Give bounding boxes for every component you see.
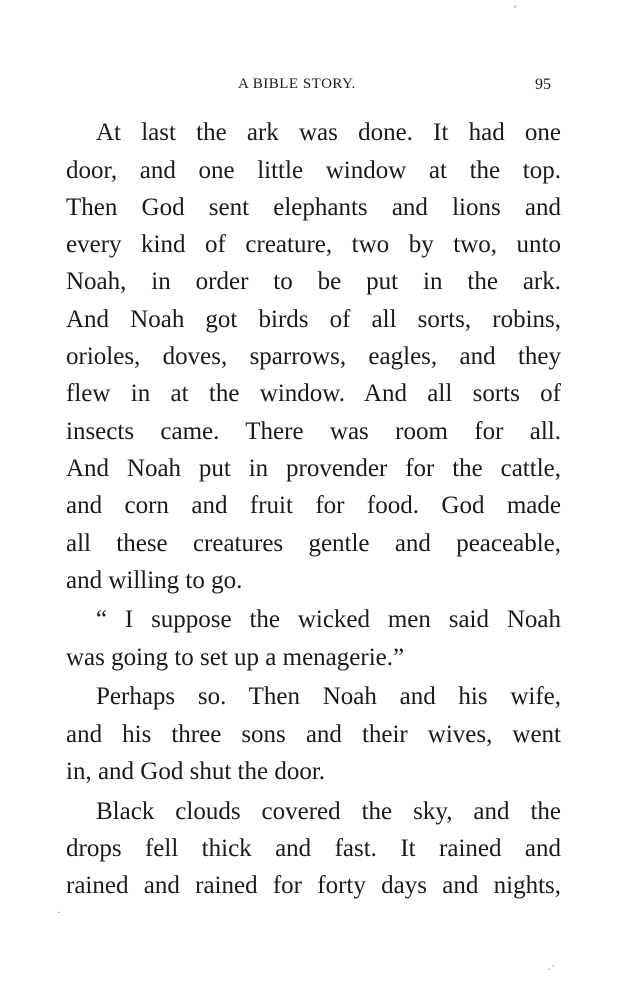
text-line: door, and one little window at the top. [66,157,561,184]
text-line: drops fell thick and fast. It rained and [66,835,561,862]
text-line: Perhaps so. Then Noah and his wife, [96,683,561,710]
ink-speck: ·˙ [547,962,555,976]
text-line: Black clouds covered the sky, and the [96,798,561,825]
text-line: Noah, in order to be put in the ark. [66,268,561,295]
running-head: A BIBLE STORY. [238,76,356,92]
ink-speck: ʹ [514,2,517,16]
text-line: and willing to go. [66,567,243,594]
text-line: And Noah got birds of all sorts, robins, [66,306,561,333]
page-header [0,76,630,96]
text-line: At last the ark was done. It had one [96,119,561,146]
text-line: was going to set up a menagerie.” [66,644,405,671]
text-line: rained and rained for forty days and nights, [66,872,561,899]
text-line: And Noah put in provender for the cattle, [66,455,561,482]
text-line: insects came. There was room for all. [66,418,561,445]
ink-speck: · [57,905,61,919]
page-number: 95 [535,76,551,93]
text-line: and corn and fruit for food. God made [66,492,561,519]
text-line: and his three sons and their wives, went [66,721,561,748]
text-line: Then God sent elephants and lions and [66,194,561,221]
text-line: every kind of creature, two by two, unto [66,231,561,258]
text-line: all these creatures gentle and peaceable, [66,530,561,557]
text-line: “ I suppose the wicked men said Noah [96,606,561,633]
text-line: in, and God shut the door. [66,758,326,785]
text-line: orioles, doves, sparrows, eagles, and they [66,343,561,370]
text-line: flew in at the window. And all sorts of [66,380,561,407]
